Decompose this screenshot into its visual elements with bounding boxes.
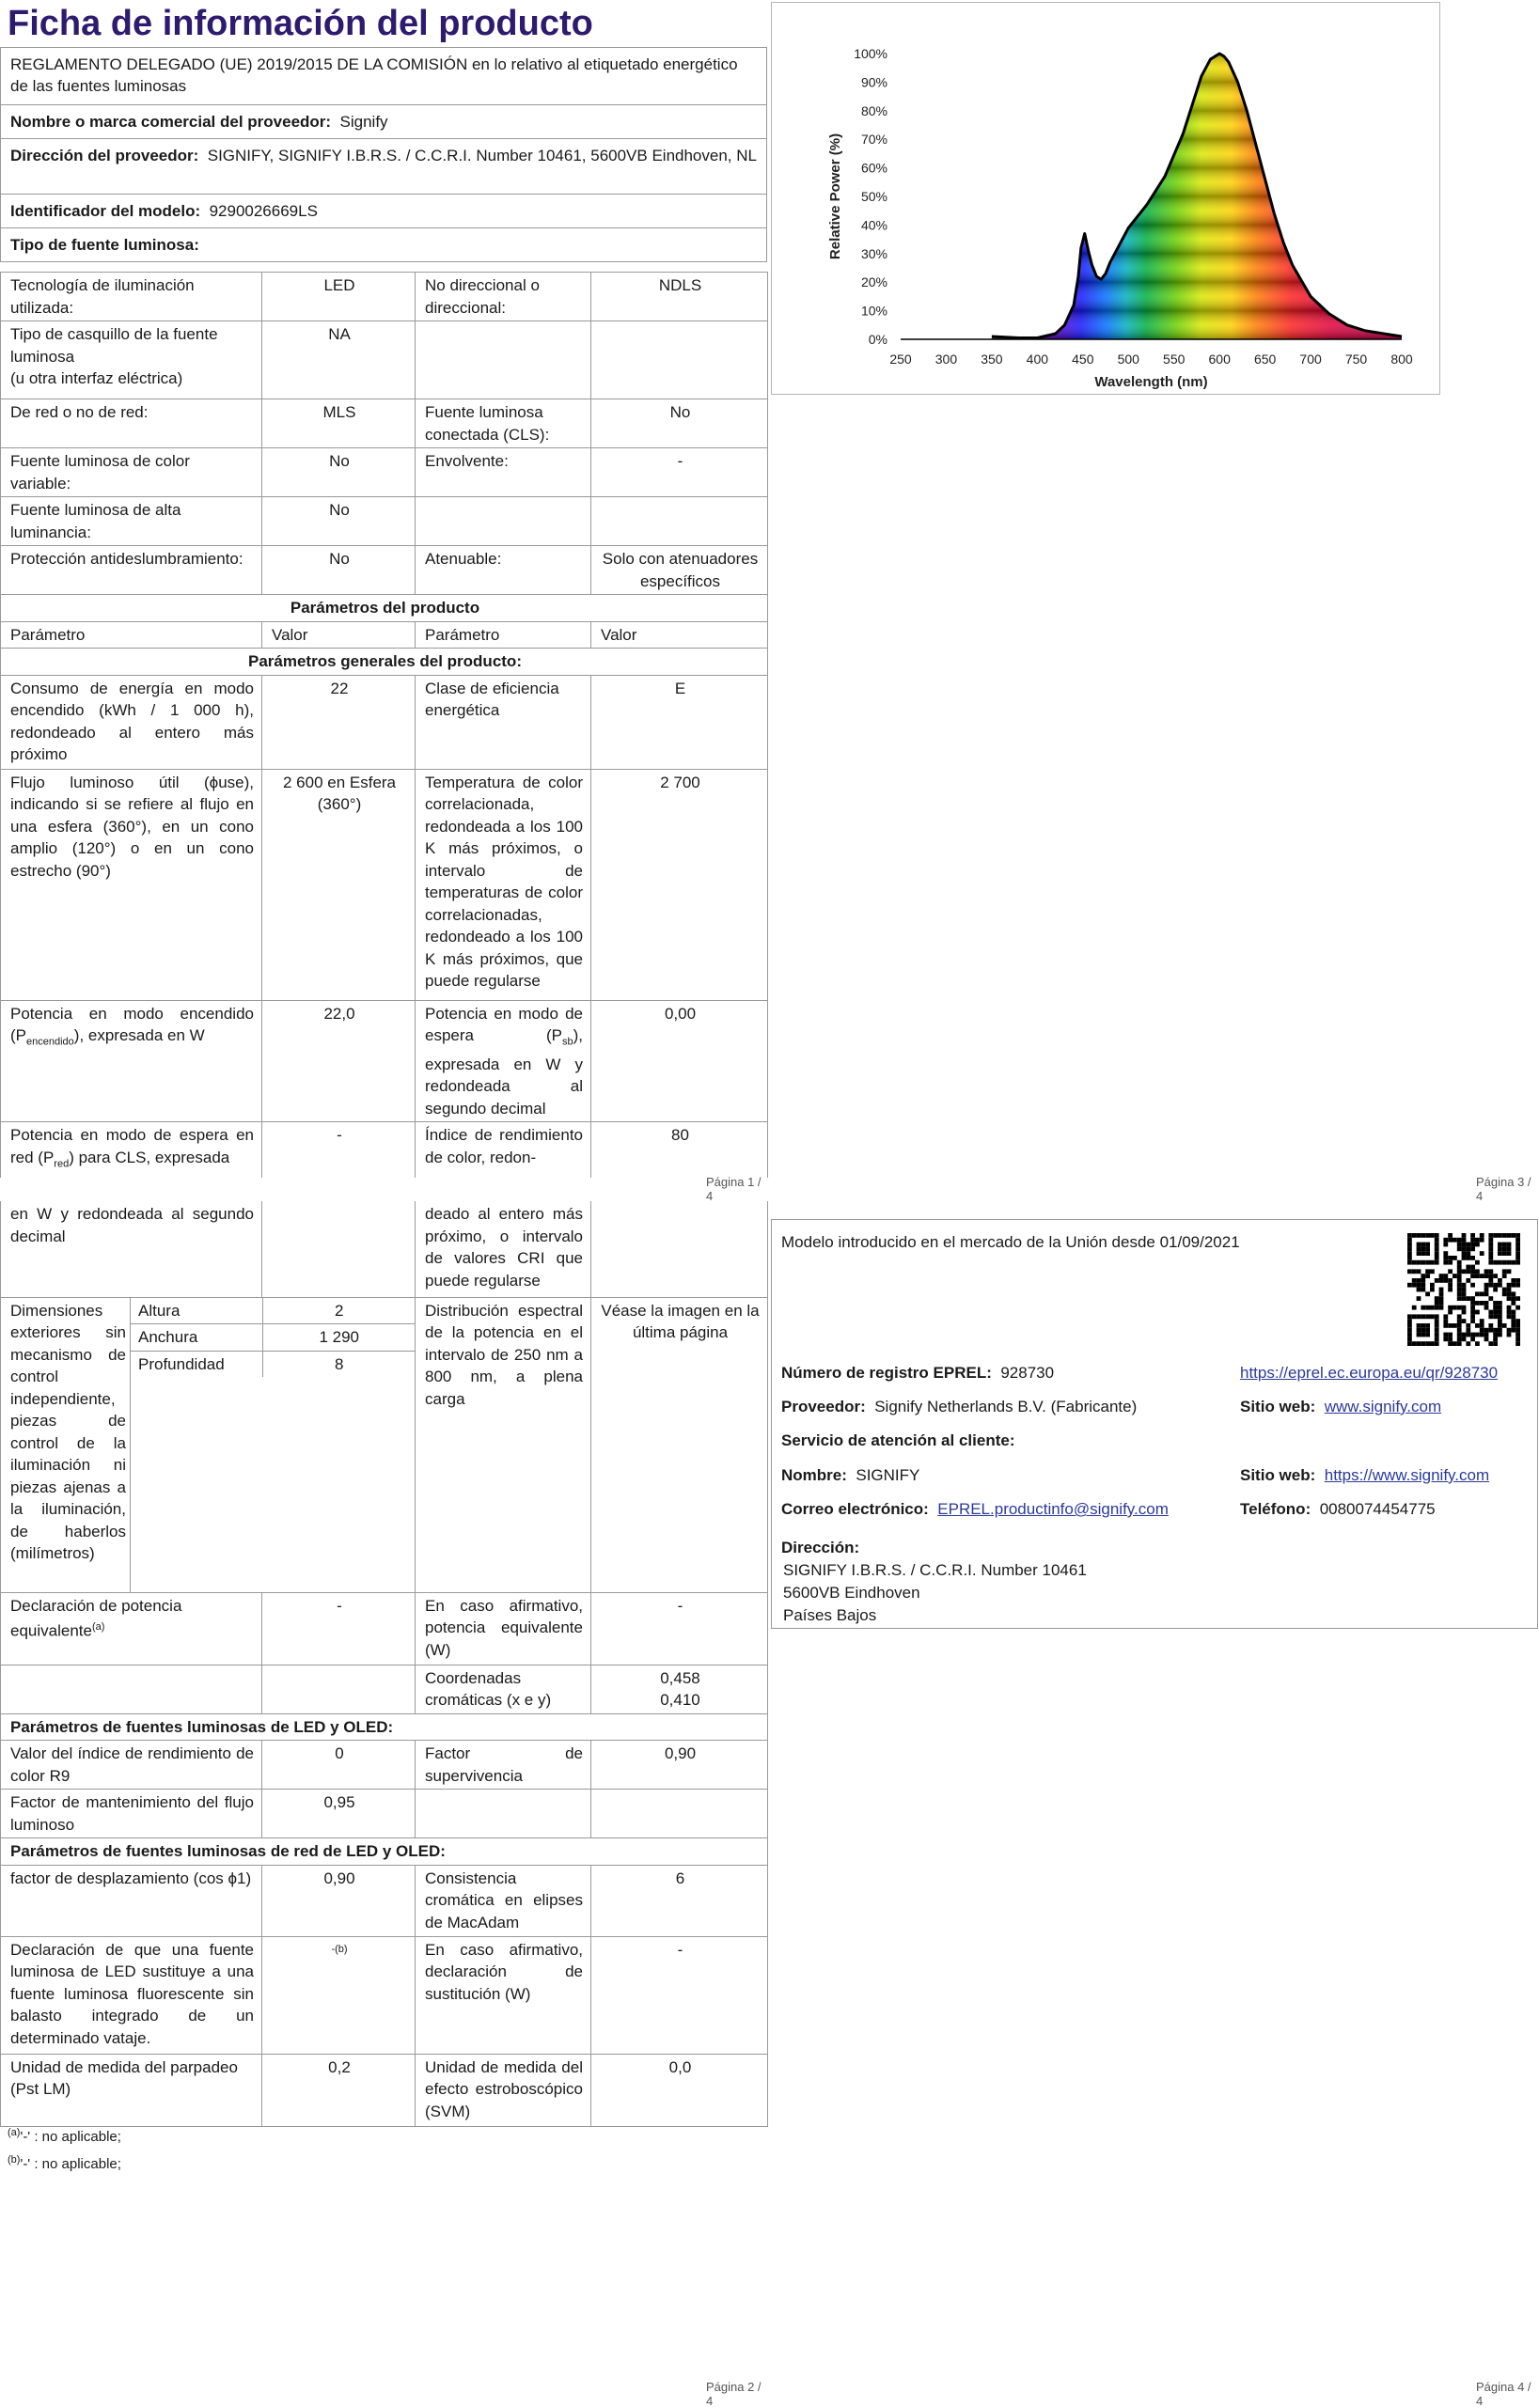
table-row bbox=[1, 448, 768, 497]
table-row bbox=[1, 1741, 768, 1790]
psb-value: 0,00 bbox=[591, 1000, 768, 1122]
maint-label: Factor de mantenimiento del flujo luminoso bbox=[1, 1790, 262, 1838]
flicker-value: 0,2 bbox=[262, 2054, 416, 2126]
table-row bbox=[1, 1201, 768, 1297]
y-tick-label: 40% bbox=[860, 217, 887, 233]
energy-value: 22 bbox=[262, 675, 416, 769]
x-tick-label: 600 bbox=[1208, 352, 1231, 367]
general-header: Parámetros generales del producto: bbox=[1, 649, 768, 676]
param-value: NDLS bbox=[591, 273, 768, 321]
param-label bbox=[1, 321, 262, 399]
col-param: Parámetro bbox=[416, 621, 591, 649]
maint-value: 0,95 bbox=[262, 1790, 416, 1838]
param-value: No bbox=[262, 546, 416, 595]
col-param: Parámetro bbox=[1, 621, 262, 649]
phone-value: 0080074454775 bbox=[1319, 1500, 1436, 1518]
param-label: Fuente luminosa de alta luminancia: bbox=[1, 497, 262, 546]
empty-cell bbox=[262, 1665, 416, 1713]
led-header: Parámetros de fuentes luminosas de LED y OLED: bbox=[1, 1713, 768, 1741]
table-row bbox=[1, 1592, 768, 1665]
spd-label: Distribución espectral de la potencia en el intervalo de 250 nm a 800 nm, a plena carga bbox=[416, 1297, 591, 1592]
email-label: Correo electrónico: bbox=[781, 1500, 929, 1518]
equiv2-label: En caso afirmativo, potencia equivalente (W) bbox=[416, 1592, 591, 1665]
table-row bbox=[1, 769, 768, 1000]
product-table-1 bbox=[0, 272, 768, 1178]
y-tick-label: 10% bbox=[860, 303, 887, 319]
dim-key: Altura bbox=[131, 1298, 262, 1324]
pon-value: 22,0 bbox=[262, 1000, 416, 1122]
x-tick-label: 400 bbox=[1026, 352, 1049, 367]
cos-label: factor de desplazamiento (cos ϕ1) bbox=[1, 1865, 262, 1936]
chroma-value bbox=[591, 1665, 768, 1713]
params-header: Parámetros del producto bbox=[1, 595, 768, 622]
x-tick-label: 300 bbox=[934, 352, 958, 367]
cap-type-sublabel: (u otra interfaz eléctrica) bbox=[10, 369, 183, 387]
x-tick-label: 750 bbox=[1344, 352, 1368, 367]
macadam-value: 6 bbox=[591, 1865, 768, 1936]
dim-key: Profundidad bbox=[131, 1351, 262, 1377]
energy-label: Consumo de energía en modo encendido (kWh / 1 000 h), redondeado al entero más próximo bbox=[1, 675, 262, 769]
psb-label: Potencia en modo de espera $(P_{sb})$, expresada en W y redondeada al segundo decimal bbox=[416, 1000, 591, 1122]
dim-value: 2 bbox=[262, 1298, 416, 1324]
eprel-link-wrap bbox=[1240, 1364, 1498, 1383]
macadam-label: Consistencia cromática en elipses de MacAdam bbox=[416, 1865, 591, 1936]
table-row bbox=[1, 1713, 768, 1741]
regulation-text: REGLAMENTO DELEGADO (UE) 2019/2015 DE LA COMISIÓN en lo relativo al etiquetado energético de las fuentes luminosas bbox=[1, 48, 766, 105]
provider-row bbox=[781, 1398, 1137, 1416]
x-tick-label: 700 bbox=[1299, 352, 1322, 367]
dims-cell bbox=[131, 1297, 416, 1592]
model-id: 9290026669LS bbox=[209, 202, 318, 220]
flux-value: 2 600 en Esfera (360°) bbox=[262, 769, 416, 1000]
eprel-row bbox=[781, 1364, 1054, 1383]
name-label: Nombre: bbox=[781, 1466, 847, 1484]
pnet-label-cont: en W y redondeada al segundo decimal bbox=[1, 1201, 262, 1297]
table-row bbox=[1, 2054, 768, 2126]
x-axis-title: Wavelength (nm) bbox=[1094, 374, 1208, 390]
supplier-address: SIGNIFY, SIGNIFY I.B.R.S. / C.C.R.I. Number 10461, 5600VB Eindhoven, NL bbox=[207, 147, 757, 164]
y-tick-label: 0% bbox=[868, 332, 887, 347]
dims-label: Dimensiones exteriores sin mecanismo de control independiente, piezas de control de la iluminación ni piezas ajenas a la iluminación, de haberlos (milímetros) bbox=[1, 1297, 131, 1592]
empty-cell bbox=[591, 1790, 768, 1838]
table-row bbox=[1, 321, 768, 399]
x-tick-label: 350 bbox=[981, 352, 1003, 367]
supplier-name-row bbox=[1, 105, 766, 139]
address-line: 5600VB Eindhoven bbox=[783, 1584, 920, 1602]
y-tick-label: 20% bbox=[860, 274, 887, 290]
param-label: Tecnología de iluminación utilizada: bbox=[1, 273, 262, 321]
svm-value: 0,0 bbox=[591, 2054, 768, 2126]
web2-row bbox=[1240, 1466, 1489, 1485]
x-tick-label: 650 bbox=[1253, 352, 1277, 367]
param-value: - bbox=[591, 448, 768, 497]
web-row bbox=[1240, 1398, 1441, 1416]
address-line: Países Bajos bbox=[783, 1606, 877, 1624]
chroma-label: Coordenadas cromáticas (x e y) bbox=[416, 1665, 591, 1713]
table-row bbox=[1, 1865, 768, 1936]
table-row bbox=[1, 273, 768, 321]
dims-table bbox=[131, 1298, 416, 1378]
class-value: E bbox=[591, 675, 768, 769]
param-value: LED bbox=[262, 273, 416, 321]
flicker-label: Unidad de medida del parpadeo (Pst LM) bbox=[1, 2054, 262, 2126]
empty-cell bbox=[591, 1201, 768, 1297]
dim-key: Anchura bbox=[131, 1324, 262, 1352]
y-tick-label: 80% bbox=[860, 102, 887, 118]
footnote-a: $^{(a)}$'-' : no aplicable; bbox=[8, 2127, 121, 2145]
name-row bbox=[781, 1466, 919, 1485]
eprel-label: Número de registro EPREL: bbox=[781, 1364, 992, 1382]
supplier-address-label: Dirección del proveedor: bbox=[10, 147, 199, 164]
table-row bbox=[1, 399, 768, 448]
market-text: Modelo introducido en el mercado de la Unión desde 01/09/2021 bbox=[781, 1233, 1240, 1251]
provider-label: Proveedor: bbox=[781, 1398, 866, 1415]
eprel-value: 928730 bbox=[1000, 1364, 1055, 1382]
param-value: NA bbox=[262, 321, 416, 399]
x-tick-label: 250 bbox=[889, 352, 912, 367]
surv-value: 0,90 bbox=[591, 1741, 768, 1790]
table-row bbox=[1, 1122, 768, 1178]
param-label: Fuente luminosa conectada (CLS): bbox=[416, 399, 591, 448]
email-link[interactable]: EPREL.productinfo@signify.com bbox=[937, 1500, 1169, 1518]
replace-value: -(b) bbox=[262, 1936, 416, 2054]
y-tick-label: 30% bbox=[860, 245, 887, 261]
equiv-label: Declaración de potencia equivalente$^{(a)}$ bbox=[1, 1592, 262, 1665]
param-label bbox=[416, 497, 591, 546]
cap-type-label: Tipo de casquillo de la fuente luminosa bbox=[10, 325, 218, 366]
table-row bbox=[1, 1790, 768, 1838]
param-label: Envolvente: bbox=[416, 448, 591, 497]
x-tick-label: 550 bbox=[1163, 352, 1186, 367]
name-value: SIGNIFY bbox=[856, 1466, 920, 1484]
service-label: Servicio de atención al cliente: bbox=[781, 1431, 1015, 1449]
surv-label: Factor de supervivencia bbox=[416, 1741, 591, 1790]
flux-label: Flujo luminoso útil (ϕuse), indicando si se refiere al flujo en una esfera (360°), en un cono amplio (120°) o en un cono estrecho (90°) bbox=[1, 769, 262, 1000]
table-row bbox=[1, 1000, 768, 1122]
page-number: Página 1 / 4 bbox=[706, 1175, 762, 1203]
table-row bbox=[1, 546, 768, 595]
cos-value: 0,90 bbox=[262, 1865, 416, 1936]
table-row bbox=[1, 497, 768, 546]
param-value: No bbox=[262, 497, 416, 546]
page-number: Página 4 / 4 bbox=[1476, 2380, 1531, 2408]
x-tick-label: 500 bbox=[1117, 352, 1139, 367]
table-row bbox=[1, 1936, 768, 2054]
equiv-value: - bbox=[262, 1592, 416, 1665]
cct-value: 2 700 bbox=[591, 769, 768, 1000]
footnote-b: $^{(b)}$'-' : no aplicable; bbox=[8, 2154, 121, 2172]
address-label: Dirección: bbox=[781, 1539, 860, 1556]
param-label: Protección antideslumbramiento: bbox=[1, 546, 262, 595]
eprel-info-box bbox=[771, 1219, 1538, 1629]
dim-value: 1 290 bbox=[262, 1324, 416, 1352]
table-row bbox=[1, 621, 768, 649]
qr-code-icon[interactable] bbox=[1407, 1233, 1520, 1346]
email-row bbox=[781, 1500, 1169, 1519]
replace2-value: - bbox=[591, 1936, 768, 2054]
equiv2-value: - bbox=[591, 1592, 768, 1665]
phone-row bbox=[1240, 1500, 1436, 1519]
chroma-x: 0,458 bbox=[660, 1668, 700, 1687]
param-label: De red o no de red: bbox=[1, 399, 262, 448]
source-type-row bbox=[1, 228, 766, 261]
table-row bbox=[1, 675, 768, 769]
web2-label: Sitio web: bbox=[1240, 1466, 1316, 1484]
empty-cell bbox=[1, 1665, 262, 1713]
page-title: Ficha de información del producto bbox=[8, 4, 593, 43]
replace2-label: En caso afirmativo, declaración de sustitución (W) bbox=[416, 1936, 591, 2054]
chart-svg bbox=[772, 3, 1439, 394]
page-1 bbox=[0, 0, 769, 1203]
class-label: Clase de eficiencia energética bbox=[416, 675, 591, 769]
param-value bbox=[591, 497, 768, 546]
y-tick-label: 70% bbox=[860, 132, 887, 148]
x-tick-label: 450 bbox=[1072, 352, 1094, 367]
spectral-chart bbox=[771, 2, 1440, 395]
supplier-info-block bbox=[0, 47, 767, 262]
r9-value: 0 bbox=[262, 1741, 416, 1790]
replace-label: Declaración de que una fuente luminosa de LED sustituye a una fuente luminosa fluorescente sin balasto integrado de un determinado vataje. bbox=[1, 1936, 262, 2054]
pnet-value: - bbox=[262, 1122, 416, 1178]
table-row bbox=[1, 1297, 768, 1592]
param-label: No direccional o direccional: bbox=[416, 273, 591, 321]
phone-label: Teléfono: bbox=[1240, 1500, 1311, 1518]
supplier-name-label: Nombre o marca comercial del proveedor: bbox=[10, 113, 332, 131]
cct-label: Temperatura de color correlacionada, redondeada a los 100 K más próximos, o intervalo de temperaturas de color correlacionadas, redondeado a los 100 K más próximos, que puede regularse bbox=[416, 769, 591, 1000]
y-tick-label: 90% bbox=[860, 74, 887, 90]
supplier-name: Signify bbox=[339, 113, 388, 131]
dim-value: 8 bbox=[335, 1354, 344, 1373]
pnet-label: Potencia en modo de espera en red $(P_{red})$ para CLS, expresada bbox=[1, 1122, 262, 1178]
cri-label: Índice de rendimiento de color, redon- bbox=[416, 1122, 591, 1178]
param-value: No bbox=[591, 399, 768, 448]
y-tick-label: 100% bbox=[854, 46, 887, 61]
y-tick-label: 50% bbox=[860, 189, 887, 204]
empty-cell bbox=[262, 1201, 416, 1297]
col-value: Valor bbox=[591, 621, 768, 649]
web2-link[interactable]: https://www.signify.com bbox=[1324, 1466, 1490, 1484]
page-2 bbox=[0, 1194, 769, 2408]
table-row bbox=[1, 1838, 768, 1866]
web-link[interactable]: www.signify.com bbox=[1324, 1398, 1442, 1415]
param-value: Solo con atenuadores específicos bbox=[591, 546, 768, 595]
model-label: Identificador del modelo: bbox=[10, 202, 201, 220]
spd-value: Véase la imagen en la última página bbox=[591, 1297, 768, 1592]
param-label: Fuente luminosa de color variable: bbox=[1, 448, 262, 497]
chroma-y: 0,410 bbox=[660, 1691, 700, 1709]
table-row bbox=[1, 595, 768, 622]
supplier-address-row bbox=[1, 139, 766, 195]
eprel-link[interactable]: https://eprel.ec.europa.eu/qr/928730 bbox=[1240, 1364, 1499, 1382]
param-value: No bbox=[262, 448, 416, 497]
svm-label: Unidad de medida del efecto estroboscópico (SVM) bbox=[416, 2054, 591, 2126]
web-label: Sitio web: bbox=[1240, 1398, 1316, 1415]
pon-label: Potencia en modo encendido $(P_{encendido})$, expresada en W bbox=[1, 1000, 262, 1122]
table-row bbox=[131, 1324, 416, 1352]
y-axis-title: Relative Power (%) bbox=[827, 133, 843, 260]
page-number: Página 3 / 4 bbox=[1476, 1175, 1531, 1203]
x-tick-label: 800 bbox=[1390, 352, 1413, 367]
table-row bbox=[131, 1351, 416, 1377]
param-value bbox=[591, 321, 768, 399]
r9-label: Valor del índice de rendimiento de color R9 bbox=[1, 1741, 262, 1790]
table-row bbox=[1, 1665, 768, 1713]
y-tick-label: 60% bbox=[860, 160, 887, 176]
table-row bbox=[131, 1298, 416, 1324]
cri-label-cont: deado al entero más próximo, o intervalo de valores CRI que puede regularse bbox=[416, 1201, 591, 1297]
col-value: Valor bbox=[262, 621, 416, 649]
source-type-label: Tipo de fuente luminosa: bbox=[10, 236, 199, 254]
empty-cell bbox=[416, 1790, 591, 1838]
page-number: Página 2 / 4 bbox=[706, 2380, 762, 2408]
table-row bbox=[1, 649, 768, 676]
provider-value: Signify Netherlands B.V. (Fabricante) bbox=[874, 1398, 1138, 1415]
model-row bbox=[1, 195, 766, 228]
param-value: MLS bbox=[262, 399, 416, 448]
product-table-2 bbox=[0, 1201, 768, 2127]
cri-value: 80 bbox=[591, 1122, 768, 1178]
param-label bbox=[416, 321, 591, 399]
param-label: Atenuable: bbox=[416, 546, 591, 595]
mains-header: Parámetros de fuentes luminosas de red de LED y OLED: bbox=[1, 1838, 768, 1866]
address-line: SIGNIFY I.B.R.S. / C.C.R.I. Number 10461 bbox=[783, 1561, 1087, 1579]
